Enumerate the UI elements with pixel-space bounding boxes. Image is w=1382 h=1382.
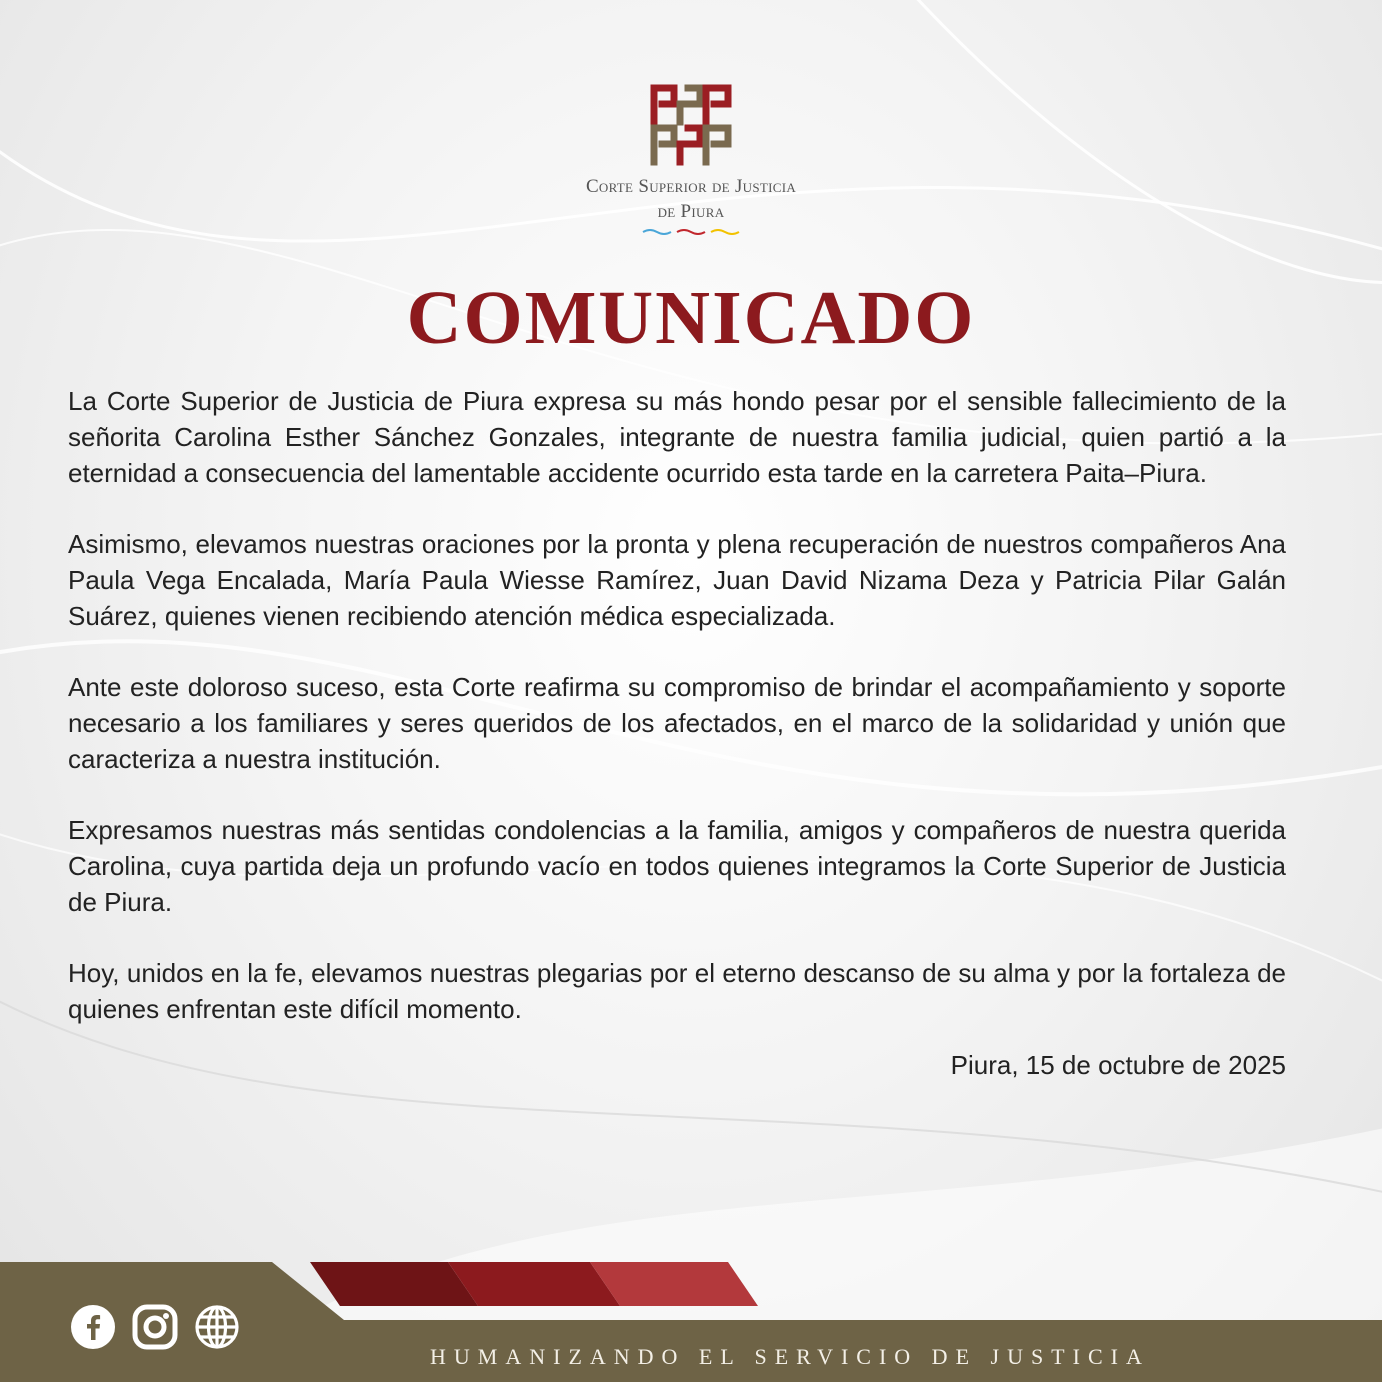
footer-slogan: HUMANIZANDO EL SERVICIO DE JUSTICIA	[430, 1344, 1150, 1369]
paragraph: Hoy, unidos en la fe, elevamos nuestras plegarias por el eterno descanso de su alma y por la fortaleza de quienes enfrentan este difícil momento.	[68, 958, 1286, 1024]
footer	[0, 1260, 1382, 1382]
statement-body	[68, 383, 1286, 1083]
institution-name-line1: Corte Superior de Justicia	[585, 176, 797, 197]
social-links	[70, 1304, 240, 1350]
flag-waves-icon	[641, 226, 741, 236]
court-emblem-icon	[648, 82, 734, 168]
institution-name	[586, 174, 796, 224]
paragraph: Asimismo, elevamos nuestras oraciones por la pronta y plena recuperación de nuestros compañeros Ana Paula Vega Encalada, María Paula Wiesse Ramírez, Juan David Nizama Deza y Patricia Pilar Galán Suárez, quienes vienen recibiendo atención médica especializada.	[68, 529, 1286, 631]
paragraph: La Corte Superior de Justicia de Piura expresa su más hondo pesar por el sensible fallecimiento de la señorita Carolina Esther Sánchez Gonzales, integrante de nuestra familia judicial, quien partió a la eternidad a consecuencia del lamentable accidente ocurrido esta tarde en la carretera Paita–Piura.	[68, 386, 1286, 488]
web-globe-icon[interactable]	[194, 1304, 240, 1350]
institution-name-line2: de Piura	[657, 201, 725, 222]
paragraph: Expresamos nuestras más sentidas condolencias a la familia, amigos y compañeros de nuestra querida Carolina, cuya partida deja un profundo vacío en todos quienes integramos la Corte Superior de Justicia de Piura.	[68, 815, 1286, 917]
page-title: COMUNICADO	[406, 276, 976, 360]
paragraph: Ante este doloroso suceso, esta Corte reafirma su compromiso de brindar el acompañamiento y soporte necesario a los familiares y seres queridos de los afectados, en el marco de la solidaridad y unión que caracteriza a nuestra institución.	[68, 672, 1286, 774]
instagram-icon[interactable]	[132, 1304, 178, 1350]
place-date: Piura, 15 de octubre de 2025	[950, 1050, 1286, 1080]
facebook-icon[interactable]	[70, 1304, 116, 1350]
institution-logo	[0, 82, 1382, 236]
